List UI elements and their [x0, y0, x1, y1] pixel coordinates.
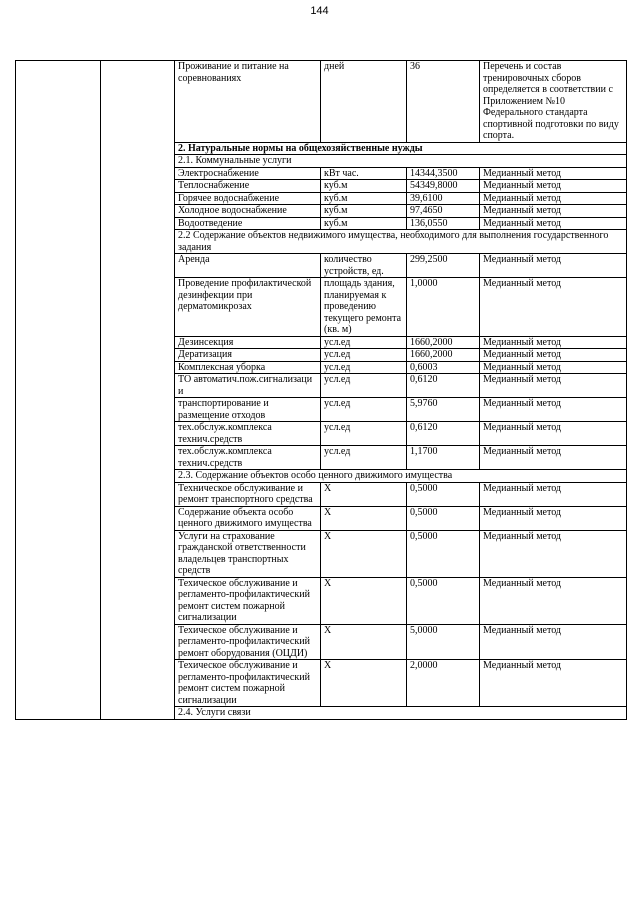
unit-cell: кВт час. — [321, 167, 407, 180]
value-cell: 0,6120 — [407, 422, 480, 446]
item-name-cell: Теплоснабжение — [175, 180, 321, 193]
value-cell: 0,6120 — [407, 374, 480, 398]
item-name-cell: Техическое обслуживание и регламенто-профилактический ремонт оборудования (ОЦДИ) — [175, 624, 321, 660]
value-cell: 54349,8000 — [407, 180, 480, 193]
item-name-cell: Содержание объекта особо ценного движимого имущества — [175, 506, 321, 530]
blank-cell — [16, 155, 101, 168]
method-cell: Медианный метод — [480, 278, 627, 337]
blank-cell — [101, 470, 175, 483]
method-cell: Медианный метод — [480, 361, 627, 374]
value-cell: 299,2500 — [407, 254, 480, 278]
item-name-cell: Дератизация — [175, 349, 321, 362]
blank-cell — [16, 180, 101, 193]
item-name-cell: Проведение профилактической дезинфекции при дерматомикрозах — [175, 278, 321, 337]
blank-cell — [16, 205, 101, 218]
item-name-cell: Техническое обслуживание и ремонт транспортного средства — [175, 482, 321, 506]
blank-cell — [16, 167, 101, 180]
method-cell: Медианный метод — [480, 506, 627, 530]
blank-cell — [16, 61, 101, 143]
blank-cell — [16, 142, 101, 155]
method-cell: Медианный метод — [480, 624, 627, 660]
unit-cell: площадь здания, планируемая к проведению текущего ремонта (кв. м) — [321, 278, 407, 337]
table-row — [16, 278, 627, 337]
blank-cell — [101, 349, 175, 362]
table-row — [16, 254, 627, 278]
table-row — [16, 660, 627, 707]
item-name-cell: Водоотведение — [175, 217, 321, 230]
item-name-cell: Электроснабжение — [175, 167, 321, 180]
value-cell: 0,6003 — [407, 361, 480, 374]
blank-cell — [16, 422, 101, 446]
unit-cell: усл.ед — [321, 336, 407, 349]
value-cell: 1660,2000 — [407, 336, 480, 349]
value-cell: 39,6100 — [407, 192, 480, 205]
blank-cell — [101, 180, 175, 193]
unit-cell: Х — [321, 624, 407, 660]
blank-cell — [16, 482, 101, 506]
method-cell: Медианный метод — [480, 167, 627, 180]
section-row — [16, 470, 627, 483]
blank-cell — [101, 278, 175, 337]
unit-cell: куб.м — [321, 205, 407, 218]
blank-cell — [101, 142, 175, 155]
blank-cell — [101, 506, 175, 530]
method-cell: Медианный метод — [480, 530, 627, 577]
unit-cell: усл.ед — [321, 398, 407, 422]
value-cell: 0,5000 — [407, 577, 480, 624]
unit-cell: количество устройств, ед. — [321, 254, 407, 278]
blank-cell — [16, 217, 101, 230]
unit-cell: куб.м — [321, 180, 407, 193]
value-cell: 2,0000 — [407, 660, 480, 707]
value-cell: 0,5000 — [407, 482, 480, 506]
section-heading: 2.1. Коммунальные услуги — [175, 155, 627, 168]
method-cell: Медианный метод — [480, 422, 627, 446]
blank-cell — [101, 422, 175, 446]
blank-cell — [101, 361, 175, 374]
method-cell: Медианный метод — [480, 446, 627, 470]
table-row — [16, 61, 627, 143]
table-row — [16, 217, 627, 230]
table-row — [16, 577, 627, 624]
section-heading: 2.2 Содержание объектов недвижимого имущества, необходимого для выполнения государственного задания — [175, 230, 627, 254]
table-row — [16, 422, 627, 446]
blank-cell — [101, 61, 175, 143]
value-cell: 5,0000 — [407, 624, 480, 660]
blank-cell — [101, 577, 175, 624]
method-cell: Медианный метод — [480, 205, 627, 218]
blank-cell — [16, 707, 101, 720]
blank-cell — [16, 446, 101, 470]
table-row — [16, 482, 627, 506]
table-row — [16, 180, 627, 193]
table-row — [16, 349, 627, 362]
page-number: 144 — [310, 5, 329, 17]
blank-cell — [101, 230, 175, 254]
method-cell: Медианный метод — [480, 577, 627, 624]
blank-cell — [101, 192, 175, 205]
value-cell: 0,5000 — [407, 530, 480, 577]
value-cell: 1,0000 — [407, 278, 480, 337]
item-name-cell: тех.обслуж.комплекса технич.средств — [175, 422, 321, 446]
value-cell: 136,0550 — [407, 217, 480, 230]
value-cell: 36 — [407, 61, 480, 143]
blank-cell — [101, 398, 175, 422]
blank-cell — [16, 374, 101, 398]
unit-cell: Х — [321, 506, 407, 530]
item-name-cell: Горячее водоснабжение — [175, 192, 321, 205]
section-heading: 2. Натуральные нормы на общехозяйственные нужды — [175, 142, 627, 155]
value-cell: 1,1700 — [407, 446, 480, 470]
unit-cell: Х — [321, 482, 407, 506]
table-row — [16, 624, 627, 660]
unit-cell: Х — [321, 577, 407, 624]
method-cell: Медианный метод — [480, 349, 627, 362]
blank-cell — [16, 660, 101, 707]
method-cell: Медианный метод — [480, 217, 627, 230]
blank-cell — [16, 336, 101, 349]
norms-table-body — [16, 61, 627, 720]
item-name-cell: Техическое обслуживание и регламенто-профилактический ремонт систем пожарной сигнализации — [175, 577, 321, 624]
blank-cell — [101, 254, 175, 278]
section-row — [16, 707, 627, 720]
table-row — [16, 530, 627, 577]
table-row — [16, 398, 627, 422]
method-cell: Медианный метод — [480, 398, 627, 422]
unit-cell: куб.м — [321, 217, 407, 230]
blank-cell — [16, 470, 101, 483]
item-name-cell: Проживание и питание на соревнованиях — [175, 61, 321, 143]
method-cell: Перечень и состав тренировочных сборов определяется в соответствии с Приложением №10 Федерального стандарта спортивной подготовки по виду спорта. — [480, 61, 627, 143]
item-name-cell: Комплексная уборка — [175, 361, 321, 374]
value-cell: 5,9760 — [407, 398, 480, 422]
norms-table — [15, 60, 627, 720]
method-cell: Медианный метод — [480, 660, 627, 707]
blank-cell — [16, 398, 101, 422]
blank-cell — [101, 446, 175, 470]
item-name-cell: Дезинсекция — [175, 336, 321, 349]
value-cell: 0,5000 — [407, 506, 480, 530]
table-row — [16, 167, 627, 180]
item-name-cell: Техическое обслуживание и регламенто-профилактический ремонт систем пожарной сигнализации — [175, 660, 321, 707]
blank-cell — [101, 624, 175, 660]
blank-cell — [16, 530, 101, 577]
value-cell: 97,4650 — [407, 205, 480, 218]
blank-cell — [16, 624, 101, 660]
unit-cell: усл.ед — [321, 349, 407, 362]
table-row — [16, 205, 627, 218]
blank-cell — [16, 192, 101, 205]
method-cell: Медианный метод — [480, 180, 627, 193]
method-cell: Медианный метод — [480, 192, 627, 205]
item-name-cell: тех.обслуж.комплекса технич.средств — [175, 446, 321, 470]
unit-cell: Х — [321, 660, 407, 707]
item-name-cell: транспортирование и размещение отходов — [175, 398, 321, 422]
section-row — [16, 142, 627, 155]
item-name-cell: Услуги на страхование гражданской ответственности владельцев транспортных средств — [175, 530, 321, 577]
table-row — [16, 361, 627, 374]
section-heading: 2.4. Услуги связи — [175, 707, 627, 720]
value-cell: 14344,3500 — [407, 167, 480, 180]
table-row — [16, 192, 627, 205]
item-name-cell: Аренда — [175, 254, 321, 278]
blank-cell — [16, 506, 101, 530]
blank-cell — [101, 205, 175, 218]
table-row — [16, 374, 627, 398]
blank-cell — [16, 254, 101, 278]
blank-cell — [101, 336, 175, 349]
method-cell: Медианный метод — [480, 254, 627, 278]
table-row — [16, 506, 627, 530]
unit-cell: усл.ед — [321, 446, 407, 470]
unit-cell: усл.ед — [321, 374, 407, 398]
unit-cell: куб.м — [321, 192, 407, 205]
blank-cell — [101, 374, 175, 398]
blank-cell — [16, 230, 101, 254]
item-name-cell: ТО автоматич.пож.сигнализаци и — [175, 374, 321, 398]
section-heading: 2.3. Содержание объектов особо ценного движимого имущества — [175, 470, 627, 483]
blank-cell — [101, 707, 175, 720]
blank-cell — [101, 482, 175, 506]
method-cell: Медианный метод — [480, 482, 627, 506]
blank-cell — [16, 278, 101, 337]
section-row — [16, 230, 627, 254]
item-name-cell: Холодное водоснабжение — [175, 205, 321, 218]
unit-cell: усл.ед — [321, 422, 407, 446]
blank-cell — [101, 167, 175, 180]
method-cell: Медианный метод — [480, 374, 627, 398]
table-row — [16, 446, 627, 470]
unit-cell: Х — [321, 530, 407, 577]
unit-cell: дней — [321, 61, 407, 143]
blank-cell — [101, 530, 175, 577]
blank-cell — [16, 577, 101, 624]
blank-cell — [16, 361, 101, 374]
blank-cell — [101, 660, 175, 707]
method-cell: Медианный метод — [480, 336, 627, 349]
section-row — [16, 155, 627, 168]
blank-cell — [101, 155, 175, 168]
table-row — [16, 336, 627, 349]
blank-cell — [101, 217, 175, 230]
blank-cell — [16, 349, 101, 362]
unit-cell: усл.ед — [321, 361, 407, 374]
value-cell: 1660,2000 — [407, 349, 480, 362]
